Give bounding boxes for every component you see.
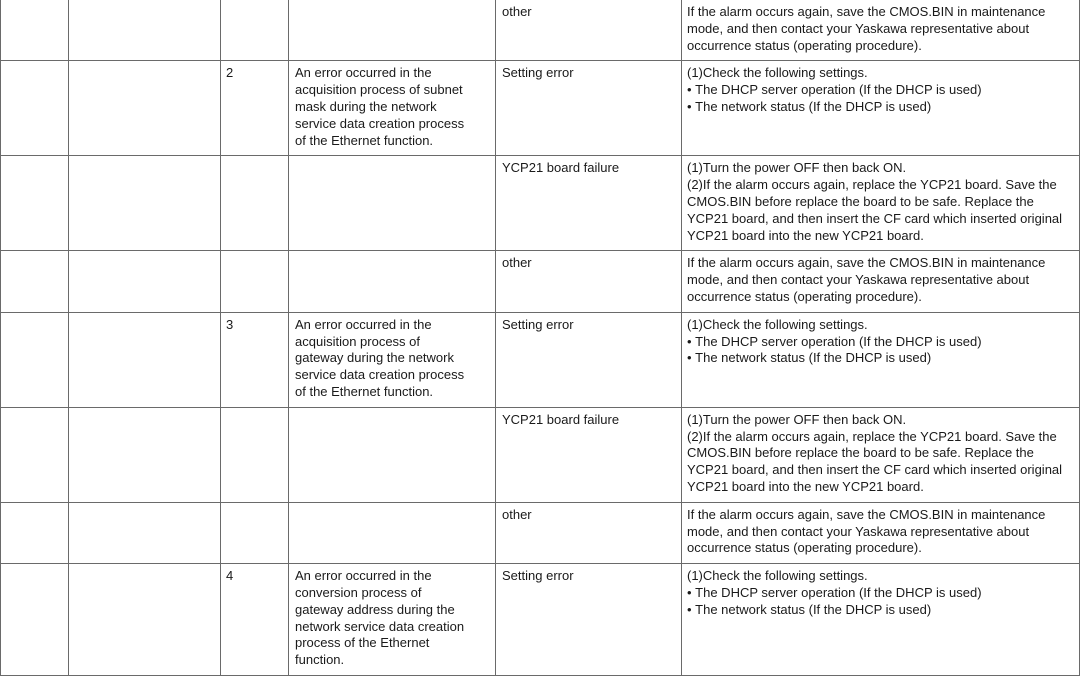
sub-code-cell: 4 [221, 564, 289, 676]
remedy-text: (1)Check the following settings. [687, 568, 868, 584]
alarm-number-cell [1, 502, 69, 563]
meaning-cell [289, 61, 496, 156]
alarm-name-cell [69, 251, 221, 312]
meaning-cell [289, 312, 496, 407]
table-row [1, 502, 1080, 563]
remedy-bullet: • The network status (If the DHCP is used) [687, 99, 1073, 116]
remedy-text: If the alarm occurs again, save the CMOS.BIN in maintenance mode, and then contact your Yaskawa representative about occurrence status (operating procedure). [687, 4, 1046, 53]
cause-cell: YCP21 board failure [496, 407, 682, 502]
meaning-line: service data creation process [295, 115, 465, 131]
remedy-bullet: • The network status (If the DHCP is used) [687, 602, 1073, 619]
meaning-line: An error occurred in the [295, 65, 432, 81]
alarm-number-cell [1, 407, 69, 502]
meaning-line: function. [295, 652, 345, 668]
meaning-cell [289, 156, 496, 251]
meaning-line: service data creation process [295, 367, 465, 383]
sub-code-cell [221, 407, 289, 502]
remedy-cell [682, 251, 1080, 312]
remedy-text: (1)Turn the power OFF then back ON. (2)If the alarm occurs again, replace the YCP21 board. Save the CMOS.BIN before replace the board to be safe. Replace the YCP21 board, and then insert the CF card which inserted original YCP21 board into the new YCP21 board. [687, 160, 1063, 243]
table-row [1, 156, 1080, 251]
cause-cell: other [496, 502, 682, 563]
table-row [1, 407, 1080, 502]
cause-cell: YCP21 board failure [496, 156, 682, 251]
remedy-cell [682, 156, 1080, 251]
table-body [1, 0, 1080, 675]
meaning-line: gateway address during the [295, 601, 455, 617]
meaning-line: acquisition process of subnet [295, 82, 463, 98]
alarm-name-cell [69, 502, 221, 563]
meaning-line: gateway during the network [295, 350, 454, 366]
remedy-cell [682, 0, 1080, 61]
meaning-line: network service data creation [295, 618, 465, 634]
remedy-text: If the alarm occurs again, save the CMOS.BIN in maintenance mode, and then contact your Yaskawa representative about occurrence status (operating procedure). [687, 255, 1046, 304]
alarm-name-cell [69, 564, 221, 676]
sub-code-cell: 3 [221, 312, 289, 407]
alarm-name-cell [69, 0, 221, 61]
meaning-line: of the Ethernet function. [295, 132, 434, 148]
remedy-bullet: • The DHCP server operation (If the DHCP is used) [687, 585, 1073, 602]
sub-code-cell [221, 0, 289, 61]
remedy-cell [682, 312, 1080, 407]
cause-cell: other [496, 0, 682, 61]
alarm-number-cell [1, 61, 69, 156]
sub-code-cell: 2 [221, 61, 289, 156]
cause-cell: other [496, 251, 682, 312]
table-row [1, 61, 1080, 156]
remedy-cell [682, 61, 1080, 156]
alarm-number-cell [1, 0, 69, 61]
remedy-text: (1)Check the following settings. [687, 65, 868, 81]
meaning-line: acquisition process of [295, 333, 421, 349]
remedy-cell [682, 502, 1080, 563]
sub-code-cell [221, 502, 289, 563]
meaning-line: An error occurred in the [295, 568, 432, 584]
meaning-cell [289, 251, 496, 312]
sub-code-cell [221, 251, 289, 312]
meaning-cell [289, 502, 496, 563]
meaning-line: of the Ethernet function. [295, 383, 434, 399]
alarm-number-cell [1, 251, 69, 312]
alarm-name-cell [69, 61, 221, 156]
cause-cell: Setting error [496, 312, 682, 407]
meaning-cell [289, 0, 496, 61]
cause-cell: Setting error [496, 564, 682, 676]
meaning-line: mask during the network [295, 98, 437, 114]
remedy-bullet: • The network status (If the DHCP is used) [687, 350, 1073, 367]
meaning-line: conversion process of [295, 584, 422, 600]
remedy-bullet: • The DHCP server operation (If the DHCP is used) [687, 334, 1073, 351]
cause-cell: Setting error [496, 61, 682, 156]
remedy-text: If the alarm occurs again, save the CMOS.BIN in maintenance mode, and then contact your Yaskawa representative about occurrence status (operating procedure). [687, 506, 1046, 556]
remedy-cell [682, 407, 1080, 502]
alarm-number-cell [1, 156, 69, 251]
remedy-text: (1)Check the following settings. [687, 316, 868, 332]
meaning-cell [289, 407, 496, 502]
remedy-text: (1)Turn the power OFF then back ON. (2)If the alarm occurs again, replace the YCP21 board. Save the CMOS.BIN before replace the board to be safe. Replace the YCP21 board, and then insert the CF card which inserted original YCP21 board into the new YCP21 board. [687, 411, 1063, 494]
table-row [1, 312, 1080, 407]
alarm-name-cell [69, 156, 221, 251]
alarm-number-cell [1, 312, 69, 407]
alarm-name-cell [69, 312, 221, 407]
table-row [1, 0, 1080, 61]
meaning-line: process of the Ethernet [295, 635, 430, 651]
alarm-number-cell [1, 564, 69, 676]
alarm-name-cell [69, 407, 221, 502]
table-row [1, 251, 1080, 312]
meaning-cell [289, 564, 496, 676]
meaning-line: An error occurred in the [295, 316, 432, 332]
remedy-bullet: • The DHCP server operation (If the DHCP is used) [687, 82, 1073, 99]
table-row [1, 564, 1080, 676]
sub-code-cell [221, 156, 289, 251]
remedy-cell [682, 564, 1080, 676]
